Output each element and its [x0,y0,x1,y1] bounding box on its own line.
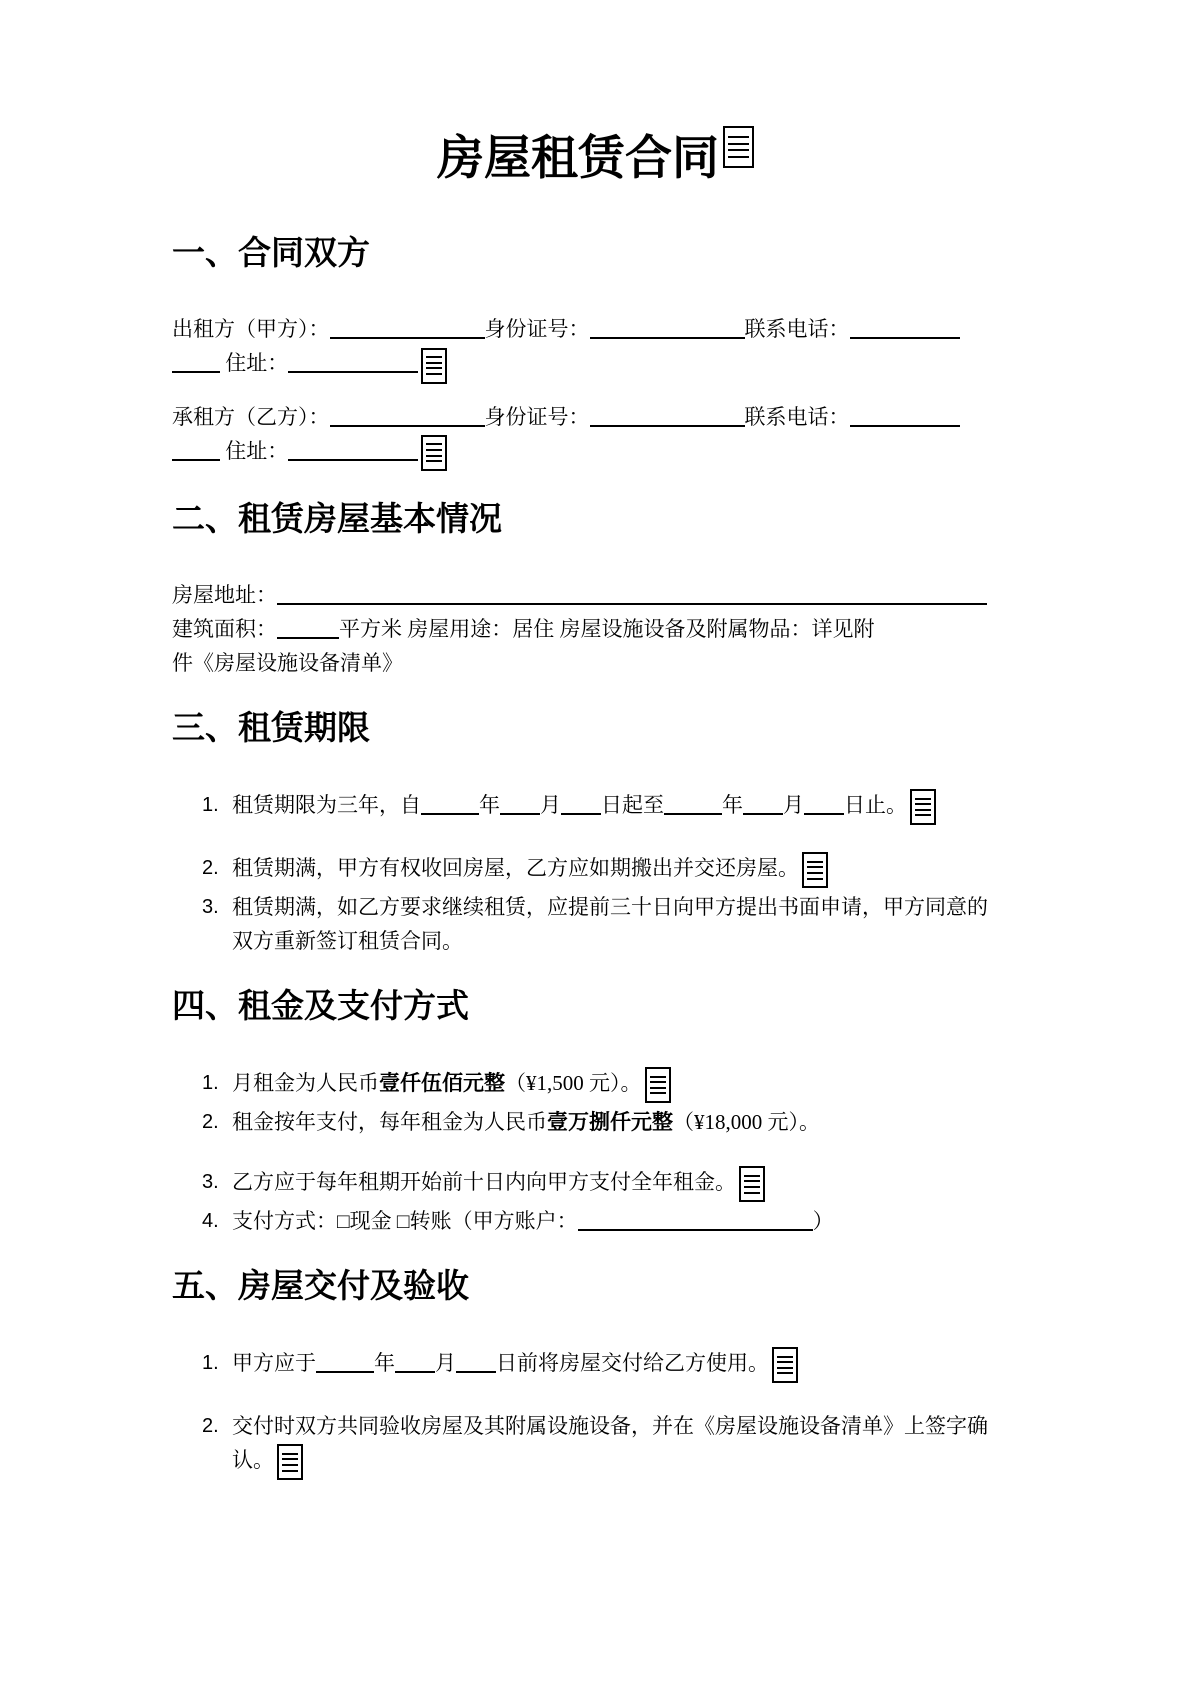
section-heading: 一、合同双方 [172,235,370,272]
list-item [172,1346,1022,1383]
text-run: 支付方式：□现金 □转账（甲方账户： [232,1209,578,1234]
text-run: 房屋租赁合同 [437,133,719,185]
blank-underline [172,437,220,461]
icon-bar [650,1092,666,1094]
text-run: 乙方应于每年租期开始前十日内向甲方支付全年租金。 [232,1170,736,1195]
text-run: 出租方（甲方）： [172,317,330,342]
list-item-line [232,1105,1022,1139]
blank-underline [578,1207,813,1231]
comment-marker-icon[interactable] [802,852,828,888]
icon-bar [915,798,931,800]
text-run: （¥1,500 元）。 [505,1070,642,1095]
blank-underline [561,791,601,815]
text-run: 建筑面积： [172,617,277,642]
icon-bar [777,1367,793,1369]
list-item-line [232,1346,1022,1383]
text-run-bold: 壹仟伍佰元整 [379,1070,505,1095]
blank-underline [288,349,418,373]
list-item-line [232,1409,1022,1443]
text-run: 月 [435,1350,456,1375]
text-run: 日前将房屋交付给乙方使用。 [496,1350,769,1375]
icon-bar [744,1180,760,1182]
icon-bar [426,373,442,375]
text-run: 件《房屋设施设备清单》 [172,651,403,676]
blank-underline [456,1349,496,1373]
icon-bar [650,1076,666,1078]
text-run: 年 [374,1350,395,1375]
comment-marker-icon[interactable] [645,1067,671,1103]
document-title [172,130,1022,189]
comment-marker-icon[interactable] [739,1166,765,1202]
list-item-number: 1. [202,1071,219,1094]
blank-underline [850,315,960,339]
list-item-number: 1. [202,793,219,816]
blank-underline [288,437,418,461]
list-item-line [232,1165,1022,1202]
text-run: 平方米 房屋用途：居住 房屋设施设备及附属物品：详见附 [339,617,875,642]
icon-bar [426,356,442,358]
list-item-line [232,890,1022,924]
list-item [172,890,1022,958]
blank-underline [590,315,745,339]
paragraph-house-info [172,578,1022,680]
blank-underline [277,615,339,639]
list-item-number: 2. [202,1111,219,1134]
comment-marker-icon[interactable] [723,126,754,168]
blank-underline [590,403,745,427]
paragraph-party-b [172,400,1022,471]
list-item-number: 4. [202,1210,219,1233]
blank-underline [500,791,540,815]
text-run: 租金按年支付，每年租金为人民币 [232,1110,547,1135]
blank-underline [743,791,783,815]
comment-marker-icon[interactable] [910,789,936,825]
list-item [172,1409,1022,1480]
text-run: 月 [540,792,561,817]
text-run: 甲方应于 [232,1350,316,1375]
paragraph-line [172,578,1022,612]
list-item [172,1165,1022,1202]
text-run: 房屋地址： [172,583,277,608]
text-run: 联系电话： [744,404,850,429]
blank-underline [330,315,485,339]
icon-bar [282,1453,298,1455]
text-run: （¥18,000 元）。 [673,1110,820,1135]
list-item-line [232,851,1022,888]
text-run: 住址： [220,351,289,376]
list-item-line [232,1066,1022,1103]
list-item [172,1105,1022,1139]
icon-bar [282,1458,298,1460]
blank-underline [316,1349,374,1373]
icon-bar [282,1464,298,1466]
paragraph-line [172,612,1022,646]
icon-bar [728,156,749,158]
blank-underline [330,403,485,427]
list-item [172,1066,1022,1103]
text-run: 住址： [220,438,289,463]
icon-bar [650,1081,666,1083]
blank-underline [277,581,987,605]
text-run: 身份证号： [484,404,590,429]
paragraph-line [172,434,1022,471]
section-heading: 四、租金及支付方式 [172,989,469,1026]
blank-underline [850,403,960,427]
icon-bar [807,872,823,874]
icon-bar [650,1087,666,1089]
blank-underline [804,791,844,815]
icon-bar [807,861,823,863]
text-run: 认。 [232,1448,274,1473]
text-run: 联系电话： [744,317,850,342]
icon-bar [426,443,442,445]
section-heading: 三、租赁期限 [172,711,370,748]
icon-bar [807,878,823,880]
list-item [172,788,1022,825]
handover-list [172,1346,1022,1480]
text-run-bold: 壹万捌仟元整 [547,1110,673,1135]
blank-underline [664,791,722,815]
paragraph-party-a [172,312,1022,383]
icon-bar [777,1372,793,1374]
icon-bar [426,460,442,462]
icon-bar [282,1470,298,1472]
text-run: 月租金为人民币 [232,1070,379,1095]
blank-underline [421,791,479,815]
text-run: 双方重新签订租赁合同。 [232,929,463,954]
icon-bar [728,143,749,145]
text-run: 租赁期满，如乙方要求继续租赁，应提前三十日向甲方提出书面申请，甲方同意的 [232,895,988,920]
section-heading: 二、租赁房屋基本情况 [172,501,502,538]
list-item-number: 3. [202,896,219,919]
text-run: 日止。 [844,792,907,817]
section-heading: 五、房屋交付及验收 [172,1269,469,1306]
icon-bar [426,449,442,451]
list-item-line [232,1443,1022,1480]
list-item-line [232,1204,1022,1238]
text-run: 身份证号： [484,317,590,342]
icon-bar [915,803,931,805]
icon-bar [807,866,823,868]
list-item [172,851,1022,888]
list-item-line [232,924,1022,958]
icon-bar [426,362,442,364]
icon-bar [915,814,931,816]
paragraph-line [172,646,1022,680]
text-run: 租赁期限为三年，自 [232,792,421,817]
list-item-number: 2. [202,1415,219,1438]
icon-bar [744,1192,760,1194]
icon-bar [426,455,442,457]
icon-bar [915,809,931,811]
comment-marker-icon[interactable] [772,1347,798,1383]
list-item [172,1204,1022,1238]
list-item-number: 2. [202,857,219,880]
paragraph-line [172,312,1022,346]
text-run: 交付时双方共同验收房屋及其附属设施设备，并在《房屋设施设备清单》上签字确 [232,1414,988,1439]
icon-bar [744,1186,760,1188]
text-run: 年 [722,792,743,817]
list-item-number: 1. [202,1351,219,1374]
comment-marker-icon[interactable] [421,435,447,471]
text-run: 租赁期满，甲方有权收回房屋，乙方应如期搬出并交还房屋。 [232,856,799,881]
text-run: 承租方（乙方）： [172,404,330,429]
list-item-line [232,788,1022,825]
icon-bar [728,136,749,138]
text-run: 月 [783,792,804,817]
lease-term-list [172,788,1022,958]
icon-bar [426,367,442,369]
comment-marker-icon[interactable] [277,1444,303,1480]
icon-bar [744,1175,760,1177]
text-run: 年 [479,792,500,817]
blank-underline [172,349,220,373]
text-run: ） [812,1209,834,1234]
icon-bar [777,1356,793,1358]
paragraph-line [172,346,1022,383]
blank-underline [395,1349,435,1373]
text-run: 日起至 [601,792,664,817]
icon-bar [728,149,749,151]
paragraph-line [172,400,1022,434]
list-item-number: 3. [202,1171,219,1194]
comment-marker-icon[interactable] [421,348,447,384]
icon-bar [777,1361,793,1363]
rent-payment-list [172,1066,1022,1238]
